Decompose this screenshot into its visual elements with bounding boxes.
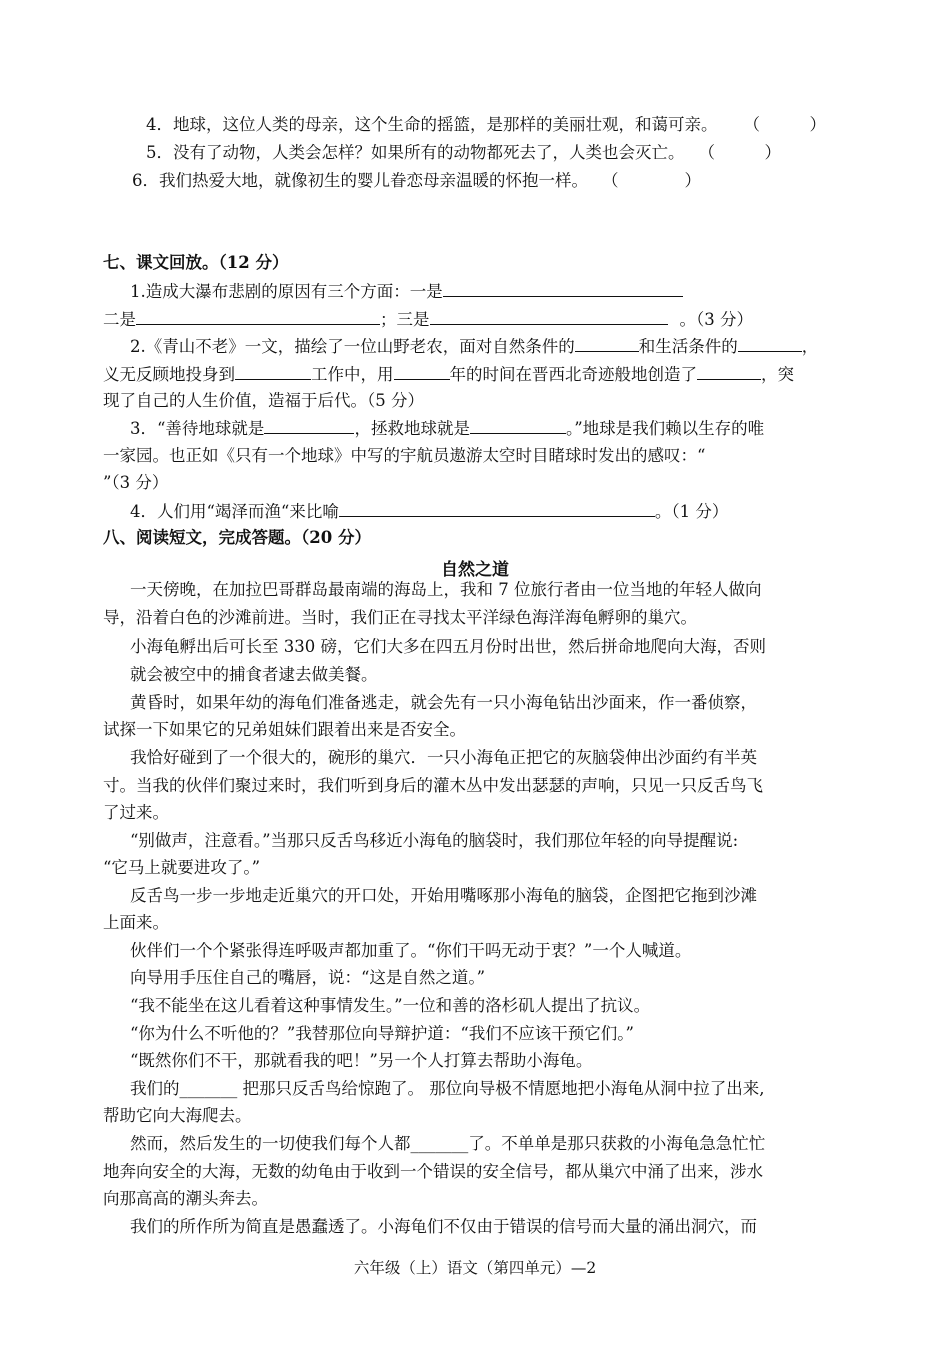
answer-blank — [430, 309, 668, 325]
passage-line: 黄昏时，如果年幼的海龟们准备逃走，就会先有一只小海龟钻出沙面来，作一番侦察， — [130, 693, 757, 712]
passage-line: 导，沿着白色的沙滩前进。当时，我们正在寻找太平洋绿色海洋海龟孵卵的巢穴。 — [103, 608, 697, 627]
passage-line: 然而，然后发生的一切使我们每个人都_______了。不单单是那只获救的小海龟急急忙忙 — [130, 1134, 766, 1153]
q1-text: 。（3 分） — [679, 310, 753, 329]
passage-line: 地奔向安全的大海，无数的幼龟由于收到一个错误的安全信号，都从巢穴中涌了出来，涉水 — [103, 1162, 763, 1181]
section-8-heading: 八、阅读短文，完成答题。（20 分） — [103, 528, 371, 547]
judge-item-5 — [146, 143, 781, 163]
q4-line — [130, 501, 728, 522]
answer-parens: （ ） — [743, 115, 826, 134]
passage-line: 试探一下如果它的兄弟姐妹们跟着出来是否安全。 — [103, 720, 466, 739]
q2-line-1 — [130, 336, 818, 357]
q4-text: 。（1 分） — [654, 502, 729, 521]
passage-line: “我不能坐在这儿看着这种事情发生。”一位和善的洛杉矶人提出了抗议。 — [130, 996, 651, 1015]
q2-text: 现了自己的人生价值，造福于后代。（5 分） — [103, 391, 424, 410]
passage-line: “既然你们不干，那就看我的吧！”另一个人打算去帮助小海龟。 — [130, 1051, 593, 1070]
q3-text: 一家园。也正如《只有一个地球》中写的宇航员遨游太空时目睹球时发出的感叹：“ — [103, 446, 706, 465]
answer-blank — [136, 309, 380, 325]
q3-line-2 — [103, 446, 705, 466]
passage-line: 就会被空中的捕食者逮去做美餐。 — [130, 665, 378, 684]
passage-title: 自然之道 — [441, 560, 509, 580]
q3-text: 。”地球是我们赖以生存的唯 — [565, 419, 765, 438]
q1-line-1 — [130, 281, 683, 302]
answer-blank — [575, 336, 639, 352]
passage-line: “别做声，注意看。”当那只反舌鸟移近小海龟的脑袋时，我们那位年轻的向导提醒说: — [130, 831, 739, 850]
answer-parens: （ ） — [602, 171, 701, 190]
q3-text: ，拯救地球就是 — [354, 419, 470, 438]
passage-line: 我们的所作所为简直是愚蠢透了。小海龟们不仅由于错误的信号而大量的涌出洞穴，而 — [130, 1217, 757, 1236]
q1-text: 二是 — [103, 310, 136, 329]
q1-text: 1.造成大瀑布悲剧的原因有三个方面：一是 — [130, 282, 443, 301]
passage-line: 一天傍晚，在加拉巴哥群岛最南端的海岛上，我和 7 位旅行者由一位当地的年轻人做向 — [130, 580, 762, 599]
passage-line: 小海龟孵出后可长至 330 磅，它们大多在四五月份时出世，然后拼命地爬向大海，否则 — [130, 637, 766, 656]
q3-text: 3．“善待地球就是 — [130, 419, 265, 438]
q4-text: 4．人们用“竭泽而渔“来比喻 — [130, 502, 339, 521]
passage-line: 我们的_______ 把那只反舌鸟给惊跑了。 那位向导极不情愿地把小海龟从洞中拉了出来, — [130, 1079, 765, 1098]
q2-text: ， — [801, 337, 819, 356]
answer-blank — [394, 364, 450, 380]
q2-text: 工作中，用 — [311, 365, 394, 384]
answer-blank — [339, 501, 655, 517]
passage-line: 了过来。 — [103, 803, 169, 822]
answer-blank — [264, 418, 354, 434]
passage-line: 寸。当我的伙伴们聚过来时，我们听到身后的灌木丛中发出瑟瑟的声响，只见一只反舌鸟飞 — [103, 776, 763, 795]
q3-line-1 — [130, 418, 764, 439]
q2-text: 2.《青山不老》一文，描绘了一位山野老农，面对自然条件的 — [130, 337, 575, 356]
judge-item-text: 4．地球，这位人类的母亲，这个生命的摇篮，是那样的美丽壮观，和蔼可亲。 — [146, 115, 718, 134]
q1-text: ；三是 — [380, 310, 430, 329]
q3-line-3 — [103, 473, 168, 493]
answer-blank — [443, 281, 683, 297]
answer-blank — [697, 364, 761, 380]
q2-text: 义无反顾地投身到 — [103, 365, 235, 384]
page-footer: 六年级（上）语文（第四单元）—2 — [353, 1259, 597, 1277]
passage-line: 上面来。 — [103, 913, 169, 932]
q2-line-3 — [103, 391, 424, 411]
passage-line: “它马上就要进攻了。” — [103, 858, 261, 877]
passage-line: 向导用手压住自己的嘴唇，说：“这是自然之道。” — [130, 968, 486, 987]
answer-blank — [470, 418, 566, 434]
passage-line: 我恰好碰到了一个很大的，碗形的巢穴．一只小海龟正把它的灰脑袋伸出沙面约有半英 — [130, 748, 757, 767]
answer-blank — [235, 364, 311, 380]
passage-line: 帮助它向大海爬去。 — [103, 1106, 252, 1125]
passage-line: 伙伴们一个个紧张得连呼吸声都加重了。“你们干吗无动于衷？”一个人喊道。 — [130, 941, 692, 960]
judge-item-text: 5．没有了动物，人类会怎样？如果所有的动物都死去了，人类也会灭亡。 — [146, 143, 685, 162]
q2-line-2 — [103, 364, 794, 385]
answer-parens: （ ） — [698, 143, 781, 162]
judge-item-6 — [132, 171, 701, 191]
judge-item-text: 6．我们热爱大地，就像初生的婴儿眷恋母亲温暖的怀抱一样。 — [132, 171, 588, 190]
answer-blank — [738, 336, 802, 352]
section-7-heading: 七、课文回放。（12 分） — [103, 253, 289, 272]
q2-text: 年的时间在晋西北奇迹般地创造了 — [449, 365, 697, 384]
q2-text: 和生活条件的 — [638, 337, 738, 356]
q3-text: ”（3 分） — [103, 473, 169, 492]
passage-line: “你为什么不听他的？”我替那位向导辩护道：“我们不应该干预它们。” — [130, 1024, 634, 1043]
passage-line: 反舌鸟一步一步地走近巢穴的开口处，开始用嘴啄那小海龟的脑袋，企图把它拖到沙滩 — [130, 886, 757, 905]
passage-line: 向那高高的潮头奔去。 — [103, 1189, 268, 1208]
q2-text: ，突 — [761, 365, 794, 384]
judge-item-4 — [146, 115, 826, 135]
q1-line-2 — [103, 309, 753, 330]
